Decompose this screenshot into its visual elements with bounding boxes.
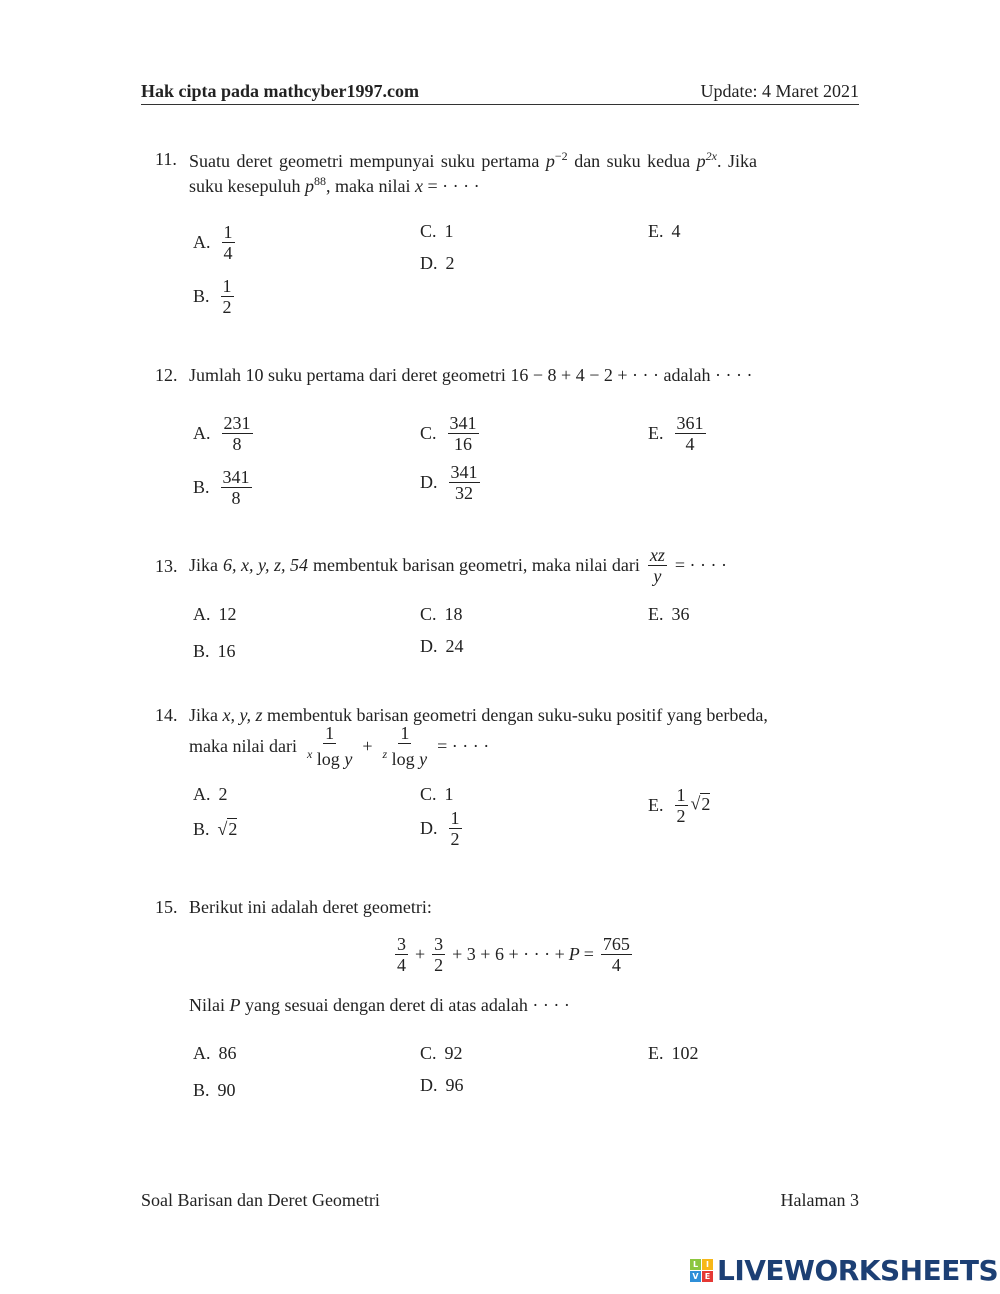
option-d[interactable]: D. 2 [420, 253, 455, 273]
question-text: Jika x, y, z membentuk barisan geometri dengan suku-suku positif yang berbeda, [189, 705, 768, 725]
option-a[interactable]: A. 12 [193, 604, 237, 624]
option-e[interactable]: E. 4 [648, 221, 681, 241]
option-a[interactable]: A. 2 [193, 784, 228, 804]
option-d[interactable]: D. 96 [420, 1075, 464, 1095]
liveworksheets-logo[interactable] [690, 1254, 998, 1287]
option-d[interactable]: D. $\frac{1}{2}$ [420, 808, 460, 849]
option-d[interactable]: D. $\frac{341}{32}$ [420, 462, 478, 503]
question-prompt: Nilai P yang sesuai dengan deret di atas adalah · · · · [189, 995, 570, 1015]
question-text: Jumlah 10 suku pertama dari deret geometri 16 − 8 + 4 − 2 + · · · adalah · · · · [189, 365, 753, 385]
option-e[interactable]: E. $\frac{1}{2}$ √2 [648, 785, 711, 826]
option-b[interactable]: B. 90 [193, 1080, 236, 1100]
option-e[interactable]: E. 102 [648, 1043, 699, 1063]
header-update-date: Update: 4 Maret 2021 [700, 81, 859, 101]
option-d[interactable]: D. 24 [420, 636, 464, 656]
header-copyright: Hak cipta pada mathcyber1997.com [141, 81, 419, 101]
option-e[interactable]: E. $\frac{361}{4}$ [648, 413, 704, 454]
option-c[interactable]: C. 1 [420, 221, 454, 241]
footer-title: Soal Barisan dan Deret Geometri [141, 1190, 380, 1210]
option-c[interactable]: C. 92 [420, 1043, 463, 1063]
sqrt-icon: √ [217, 819, 228, 839]
question-number: 12. [155, 365, 178, 385]
option-b[interactable]: B. 16 [193, 641, 236, 661]
question-text: Jika 6, x, y, z, 54 membentuk barisan geometri, maka nilai dari $\frac{xz}{y}$ = · · · · [189, 545, 728, 586]
question-number: 15. [155, 897, 178, 917]
question-text-line2: suku kesepuluh $p^{88}$, maka nilai x = · · · · [189, 174, 480, 196]
option-c[interactable]: C. $\frac{341}{16}$ [420, 413, 477, 454]
option-b[interactable]: B. $\frac{1}{2}$ [193, 276, 232, 317]
footer-page-number: Halaman 3 [780, 1190, 859, 1210]
option-b[interactable]: B. $\frac{341}{8}$ [193, 467, 250, 508]
option-c[interactable]: C. 18 [420, 604, 463, 624]
logo-text: LIVEWORKSHEETS [717, 1254, 999, 1287]
sqrt-icon: √ [690, 793, 701, 814]
question-number: 13. [155, 556, 178, 576]
option-c[interactable]: C. 1 [420, 784, 454, 804]
question-number: 11. [155, 149, 177, 169]
question-text: Suatu deret geometri mempunyai suku pertama $p^{-2}$ dan suku kedua $p^{2x}$. Jika [189, 149, 757, 171]
header-divider [141, 104, 859, 105]
question-text: Berikut ini adalah deret geometri: [189, 897, 432, 917]
option-a[interactable]: A. $\frac{1}{4}$ [193, 222, 233, 263]
option-a[interactable]: A. 86 [193, 1043, 237, 1063]
logo-tiles-icon: L I V E [690, 1259, 713, 1282]
question-number: 14. [155, 705, 178, 725]
question-text-line2: maka nilai dari $\frac{1}{^x \log y}$ + $\frac{1}{^z \log y}$ = · · · · [189, 723, 490, 769]
option-b[interactable]: B. √2 [193, 819, 238, 839]
series-equation: $\frac{3}{4}$ + $\frac{3}{2}$ + 3 + 6 + · · · + P = $\frac{765}{4}$ [397, 934, 630, 975]
option-e[interactable]: E. 36 [648, 604, 690, 624]
option-a[interactable]: A. $\frac{231}{8}$ [193, 413, 251, 454]
